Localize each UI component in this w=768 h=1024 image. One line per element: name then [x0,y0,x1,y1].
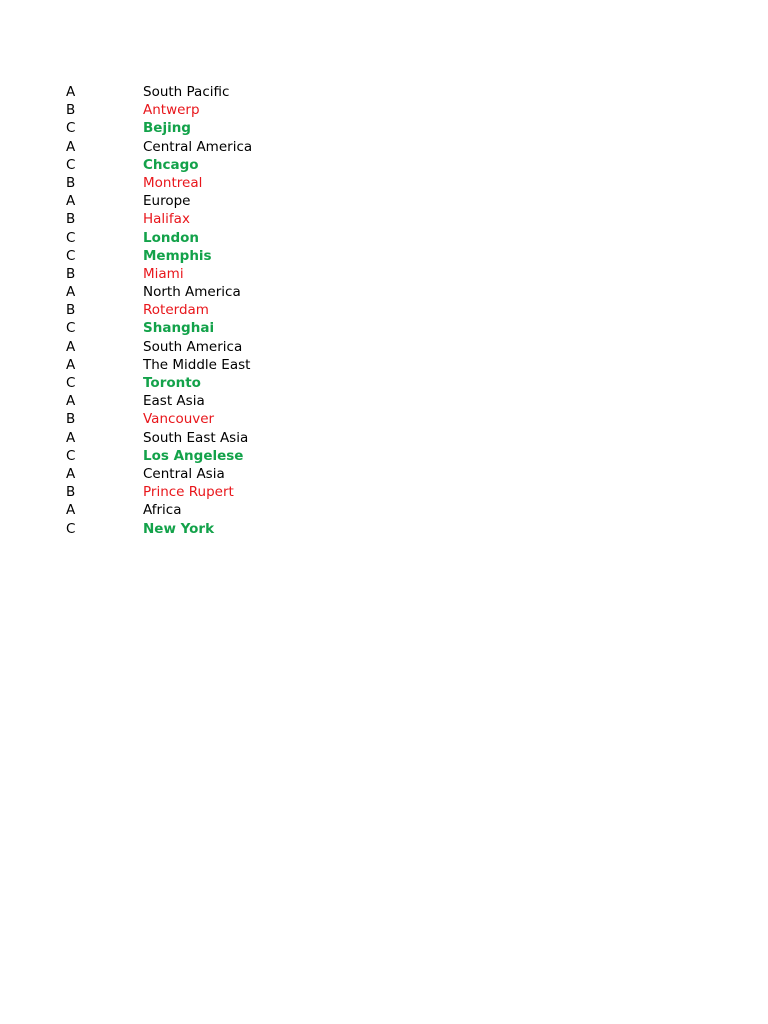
location-name: South America [143,338,243,355]
location-name: Europe [143,193,191,210]
category-code: C [66,375,76,391]
list-row [0,138,768,156]
list-row [0,247,768,265]
list-row [0,447,768,465]
list-row [0,229,768,247]
category-code: B [66,174,76,191]
location-name: London [143,229,200,246]
location-name: South East Asia [143,429,249,446]
list-row [0,392,768,410]
list-row [0,465,768,483]
category-code: A [66,284,76,301]
category-code: C [66,156,76,173]
location-name: Halifax [143,211,190,228]
category-code: A [66,138,76,155]
list-row [0,319,768,337]
list-row [0,192,768,210]
location-name: Chcago [143,156,199,173]
category-code: C [66,320,76,337]
list-row [0,283,768,301]
category-code: C [66,247,76,264]
category-code: B [66,484,76,501]
location-name: Antwerp [143,102,200,119]
list-row [0,410,768,428]
location-name: Bejing [143,120,191,137]
list-row [0,483,768,501]
location-name: Toronto [143,375,201,391]
category-code: A [66,393,76,410]
list-row [0,210,768,228]
location-name: Central Asia [143,465,225,482]
category-code: B [66,211,76,228]
list-row [0,174,768,192]
location-name: Shanghai [143,320,215,337]
category-code: B [66,302,76,319]
list-row [0,338,768,356]
category-code: A [66,356,76,373]
category-code: C [66,120,76,137]
location-name: Memphis [143,247,212,264]
category-code: C [66,229,76,246]
category-code: C [66,520,76,537]
location-name: Central America [143,138,253,155]
location-name: Montreal [143,174,203,191]
location-name: Los Angelese [143,447,244,464]
location-name: Africa [143,502,182,519]
list-row [0,356,768,374]
list-row [0,429,768,447]
location-name: Vancouver [143,411,215,428]
category-code: A [66,193,76,210]
list-row [0,501,768,519]
location-name: East Asia [143,393,205,410]
category-code: A [66,465,76,482]
list-row [0,101,768,119]
list-row [0,265,768,283]
location-name: The Middle East [143,356,251,373]
location-name: Prince Rupert [143,484,234,501]
category-code: A [66,429,76,446]
location-name: New York [143,520,215,537]
category-code: A [66,338,76,355]
location-name: Miami [143,265,184,282]
location-name: North America [143,284,241,301]
category-code: B [66,102,76,119]
list-row [0,83,768,101]
category-code: A [66,502,76,519]
data-sheet [0,83,768,538]
list-row [0,520,768,538]
category-code: A [66,84,76,100]
list-row [0,301,768,319]
category-code: C [66,447,76,464]
location-name: South Pacific [143,84,230,100]
list-row [0,119,768,137]
list-row [0,374,768,392]
category-code: B [66,265,76,282]
list-row [0,156,768,174]
category-code: B [66,411,76,428]
location-name: Roterdam [143,302,209,319]
